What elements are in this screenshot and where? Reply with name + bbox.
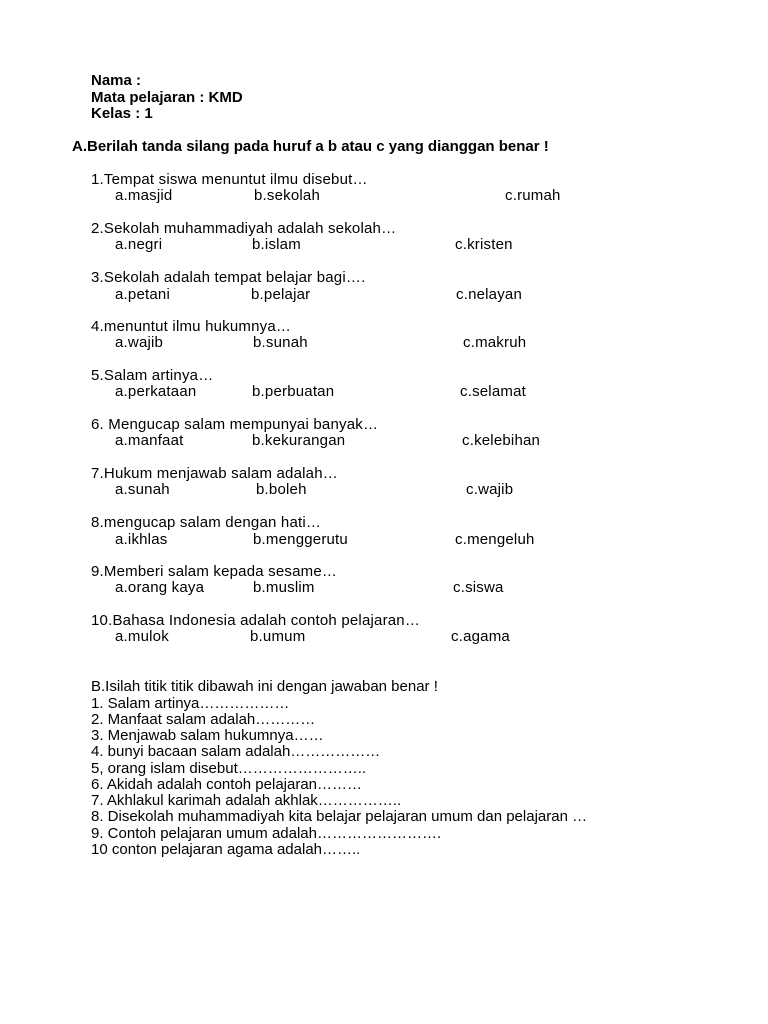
- section-a-title: A.Berilah tanda silang pada huruf a b atau c yang dianggan benar !: [72, 138, 549, 155]
- fill-in-item-6: 6. Akidah adalah contoh pelajaran………: [91, 776, 363, 793]
- question-5-option-a: a.perkataan: [115, 383, 197, 400]
- question-3-option-a: a.petani: [115, 286, 170, 303]
- question-7-option-b: b.boleh: [256, 481, 307, 498]
- question-10: 10.Bahasa Indonesia adalah contoh pelajaran…: [91, 612, 421, 629]
- question-9: 9.Memberi salam kepada sesame…: [91, 563, 338, 580]
- question-6-option-a: a.manfaat: [115, 432, 184, 449]
- question-5-option-c: c.selamat: [460, 383, 526, 400]
- question-7: 7.Hukum menjawab salam adalah…: [91, 465, 338, 482]
- fill-in-item-3: 3. Menjawab salam hukumnya……: [91, 727, 324, 744]
- fill-in-item-1: 1. Salam artinya………………: [91, 695, 290, 712]
- fill-in-item-5: 5, orang islam disebut……………………..: [91, 760, 367, 777]
- question-9-option-a: a.orang kaya: [115, 579, 205, 596]
- question-7-option-c: c.wajib: [466, 481, 514, 498]
- question-2-option-c: c.kristen: [455, 236, 513, 253]
- question-10-option-b: b.umum: [250, 628, 306, 645]
- question-8-option-c: c.mengeluh: [455, 531, 535, 548]
- question-4: 4.menuntut ilmu hukumnya…: [91, 318, 292, 335]
- question-3: 3.Sekolah adalah tempat belajar bagi….: [91, 269, 366, 286]
- question-3-option-c: c.nelayan: [456, 286, 523, 303]
- fill-in-item-10: 10 conton pelajaran agama adalah……..: [91, 841, 361, 858]
- fill-in-item-9: 9. Contoh pelajaran umum adalah…………………….: [91, 825, 442, 842]
- question-1: 1.Tempat siswa menuntut ilmu disebut…: [91, 171, 368, 188]
- fill-in-item-2: 2. Manfaat salam adalah…………: [91, 711, 316, 728]
- fill-in-item-7: 7. Akhlakul karimah adalah akhlak……………..: [91, 792, 402, 809]
- question-1-option-a: a.masjid: [115, 187, 173, 204]
- fill-in-item-4: 4. bunyi bacaan salam adalah………………: [91, 743, 381, 760]
- question-7-option-a: a.sunah: [115, 481, 170, 498]
- question-8-option-b: b.menggerutu: [253, 531, 348, 548]
- question-5: 5.Salam artinya…: [91, 367, 214, 384]
- question-4-option-a: a.wajib: [115, 334, 164, 351]
- question-2-option-b: b.islam: [252, 236, 301, 253]
- question-3-option-b: b.pelajar: [251, 286, 311, 303]
- fill-in-item-8: 8. Disekolah muhammadiyah kita belajar pelajaran umum dan pelajaran …: [91, 808, 588, 825]
- nama-label: Nama :: [91, 72, 142, 89]
- question-9-option-b: b.muslim: [253, 579, 315, 596]
- question-1-option-b: b.sekolah: [254, 187, 321, 204]
- kelas-label: Kelas : 1: [91, 105, 153, 122]
- question-9-option-c: c.siswa: [453, 579, 504, 596]
- question-4-option-c: c.makruh: [463, 334, 527, 351]
- question-6-option-b: b.kekurangan: [252, 432, 346, 449]
- question-4-option-b: b.sunah: [253, 334, 308, 351]
- question-1-option-c: c.rumah: [505, 187, 561, 204]
- mata-pelajaran-label: Mata pelajaran : KMD: [91, 89, 243, 106]
- question-6: 6. Mengucap salam mempunyai banyak…: [91, 416, 379, 433]
- question-2-option-a: a.negri: [115, 236, 163, 253]
- question-10-option-a: a.mulok: [115, 628, 169, 645]
- question-5-option-b: b.perbuatan: [252, 383, 335, 400]
- question-2: 2.Sekolah muhammadiyah adalah sekolah…: [91, 220, 397, 237]
- section-b-title: B.Isilah titik titik dibawah ini dengan jawaban benar !: [91, 678, 438, 695]
- question-6-option-c: c.kelebihan: [462, 432, 541, 449]
- question-10-option-c: c.agama: [451, 628, 510, 645]
- question-8-option-a: a.ikhlas: [115, 531, 168, 548]
- question-8: 8.mengucap salam dengan hati…: [91, 514, 322, 531]
